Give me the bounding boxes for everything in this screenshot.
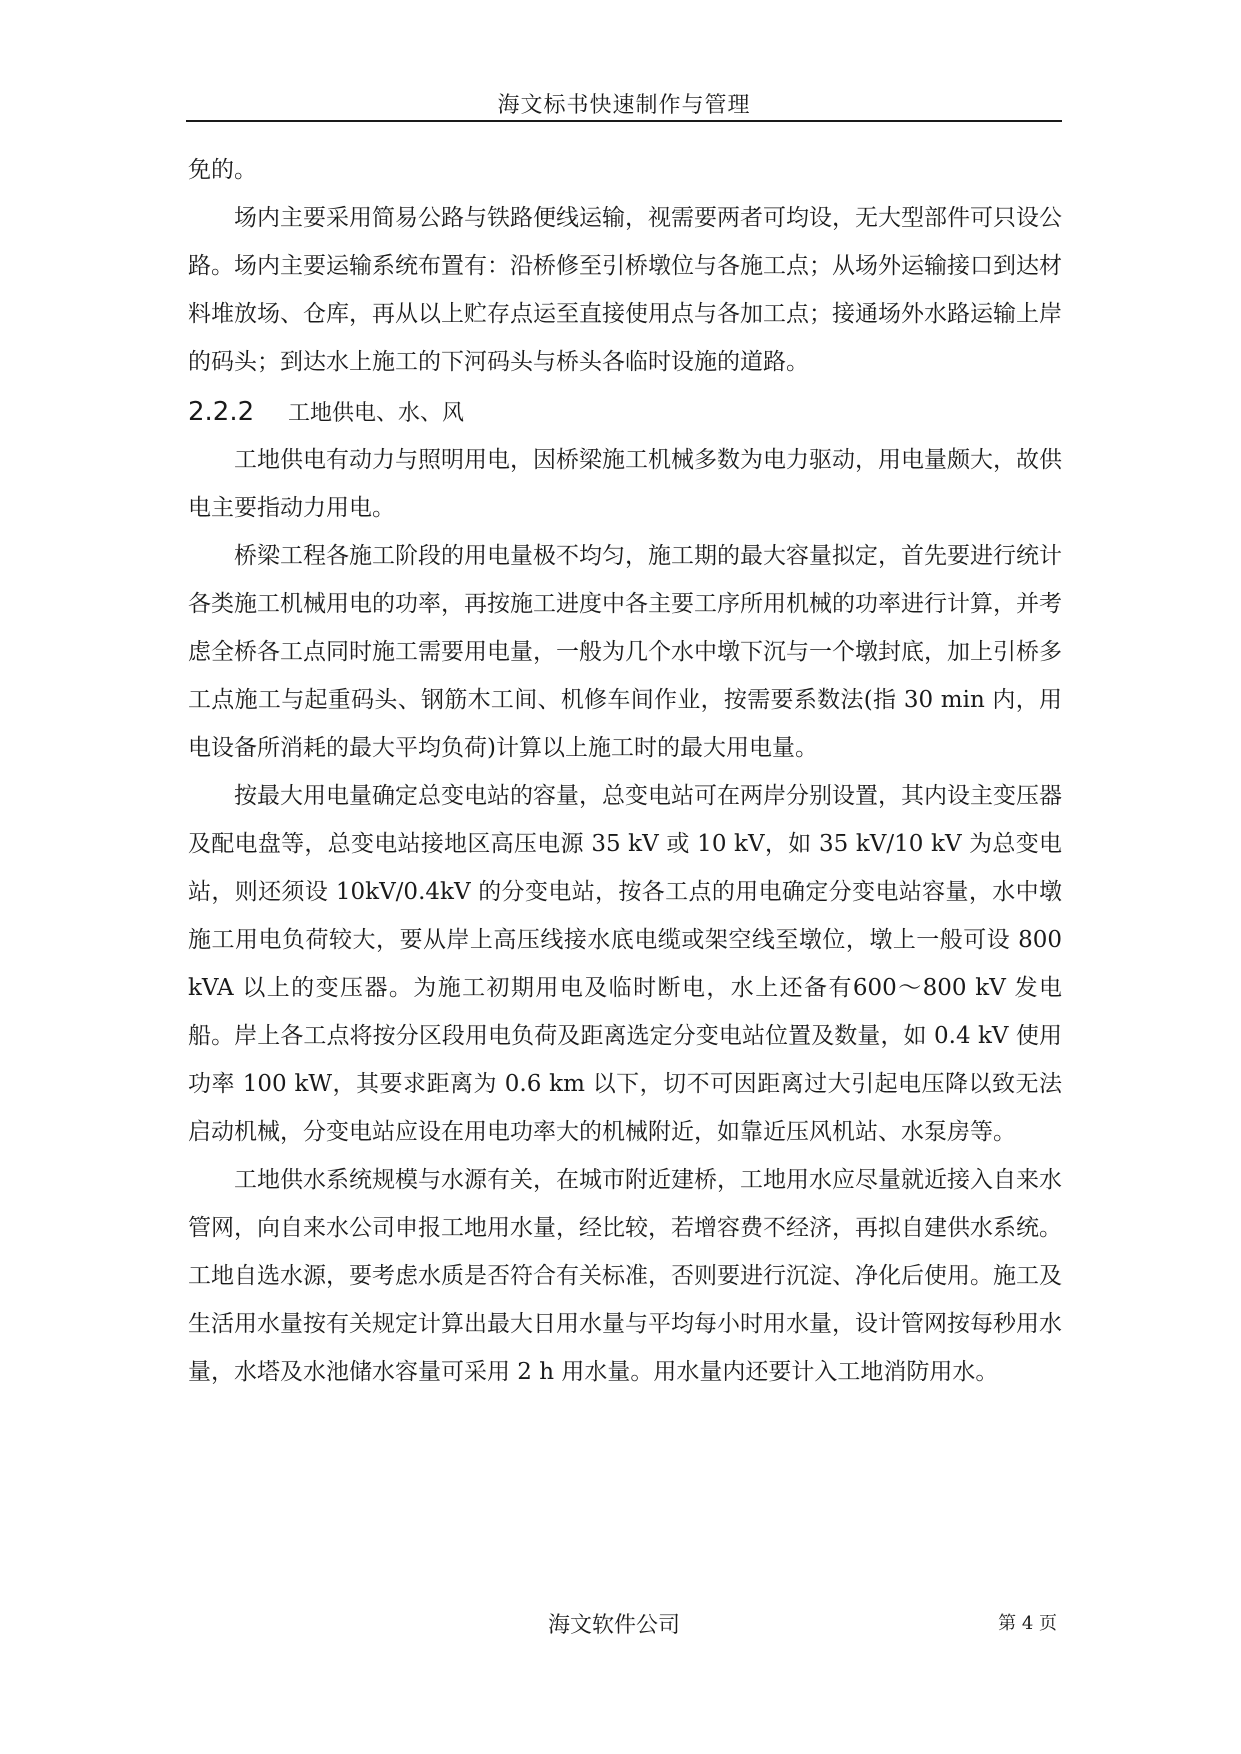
paragraph-power-overview: 工地供电有动力与照明用电，因桥梁施工机械多数为电力驱动，用电量颇大，故供电主要指动力用电。 — [188, 447, 1062, 521]
section-heading — [188, 388, 1062, 436]
section-number: 2.2.2 — [188, 397, 255, 427]
paragraph-substation: 按最大用电量确定总变电站的容量，总变电站可在两岸分别设置，其内设主变压器及配电盘等，总变电站接地区高压电源 35 kV 或 10 kV，如 35 kV/10 kV 为总变电站，则还须设 10kV/0.4kV 的分变电站，按各工点的用电确定分变电站容量，水中墩施工用电负荷较大，要从岸上高压线接水底电缆或架空线至墩位，墩上一般可设 800 kVA 以上的变压器。为施工初期用电及临时断电，水上还备有600～800 kV 发电船。岸上各工点将按分区段用电负荷及距离选定分变电站位置及数量，如 0.4 kV 使用功率 100 kW，其要求距离为 0.6 km 以下，切不可因距离过大引起电压降以致无法启动机械，分变电站应设在用电功率大的机械附近，如靠近压风机站、水泵房等。 — [188, 783, 1062, 1145]
section-title: 工地供电、水、风 — [288, 401, 465, 426]
paragraph-power-capacity: 桥梁工程各施工阶段的用电量极不均匀，施工期的最大容量拟定，首先要进行统计各类施工机械用电的功率，再按施工进度中各主要工序所用机械的功率进行计算，并考虑全桥各工点同时施工需要用电量，一般为几个水中墩下沉与一个墩封底，加上引桥多工点施工与起重码头、钢筋木工间、机修车间作业，按需要系数法(指 30 min 内，用电设备所消耗的最大平均负荷)计算以上施工时的最大用电量。 — [188, 543, 1062, 761]
document-body — [188, 146, 1062, 1396]
paragraph-water-supply: 工地供水系统规模与水源有关，在城市附近建桥，工地用水应尽量就近接入自来水管网，向自来水公司申报工地用水量，经比较，若增容费不经济，再拟自建供水系统。工地自选水源，要考虑水质是否符合有关标准，否则要进行沉淀、净化后使用。施工及生活用水量按有关规定计算出最大日用水量与平均每小时用水量，设计管网按每秒用水量，水塔及水池储水容量可采用 2 h 用水量。用水量内还要计入工地消防用水。 — [188, 1167, 1062, 1385]
footer-page-number: 第 4 页 — [998, 1613, 1057, 1634]
footer-company: 海文软件公司 — [547, 1613, 680, 1638]
continuation-text: 免的。 — [188, 157, 257, 183]
paragraph-transport: 场内主要采用简易公路与铁路便线运输，视需要两者可均设，无大型部件可只设公路。场内主要运输系统布置有：沿桥修至引桥墩位与各施工点；从场外运输接口到达材料堆放场、仓库，再从以上贮存点运至直接使用点与各加工点；接通场外水路运输上岸的码头；到达水上施工的下河码头与桥头各临时设施的道路。 — [188, 205, 1062, 375]
header-divider — [186, 120, 1062, 122]
page-header-title: 海文标书快速制作与管理 — [497, 93, 751, 118]
